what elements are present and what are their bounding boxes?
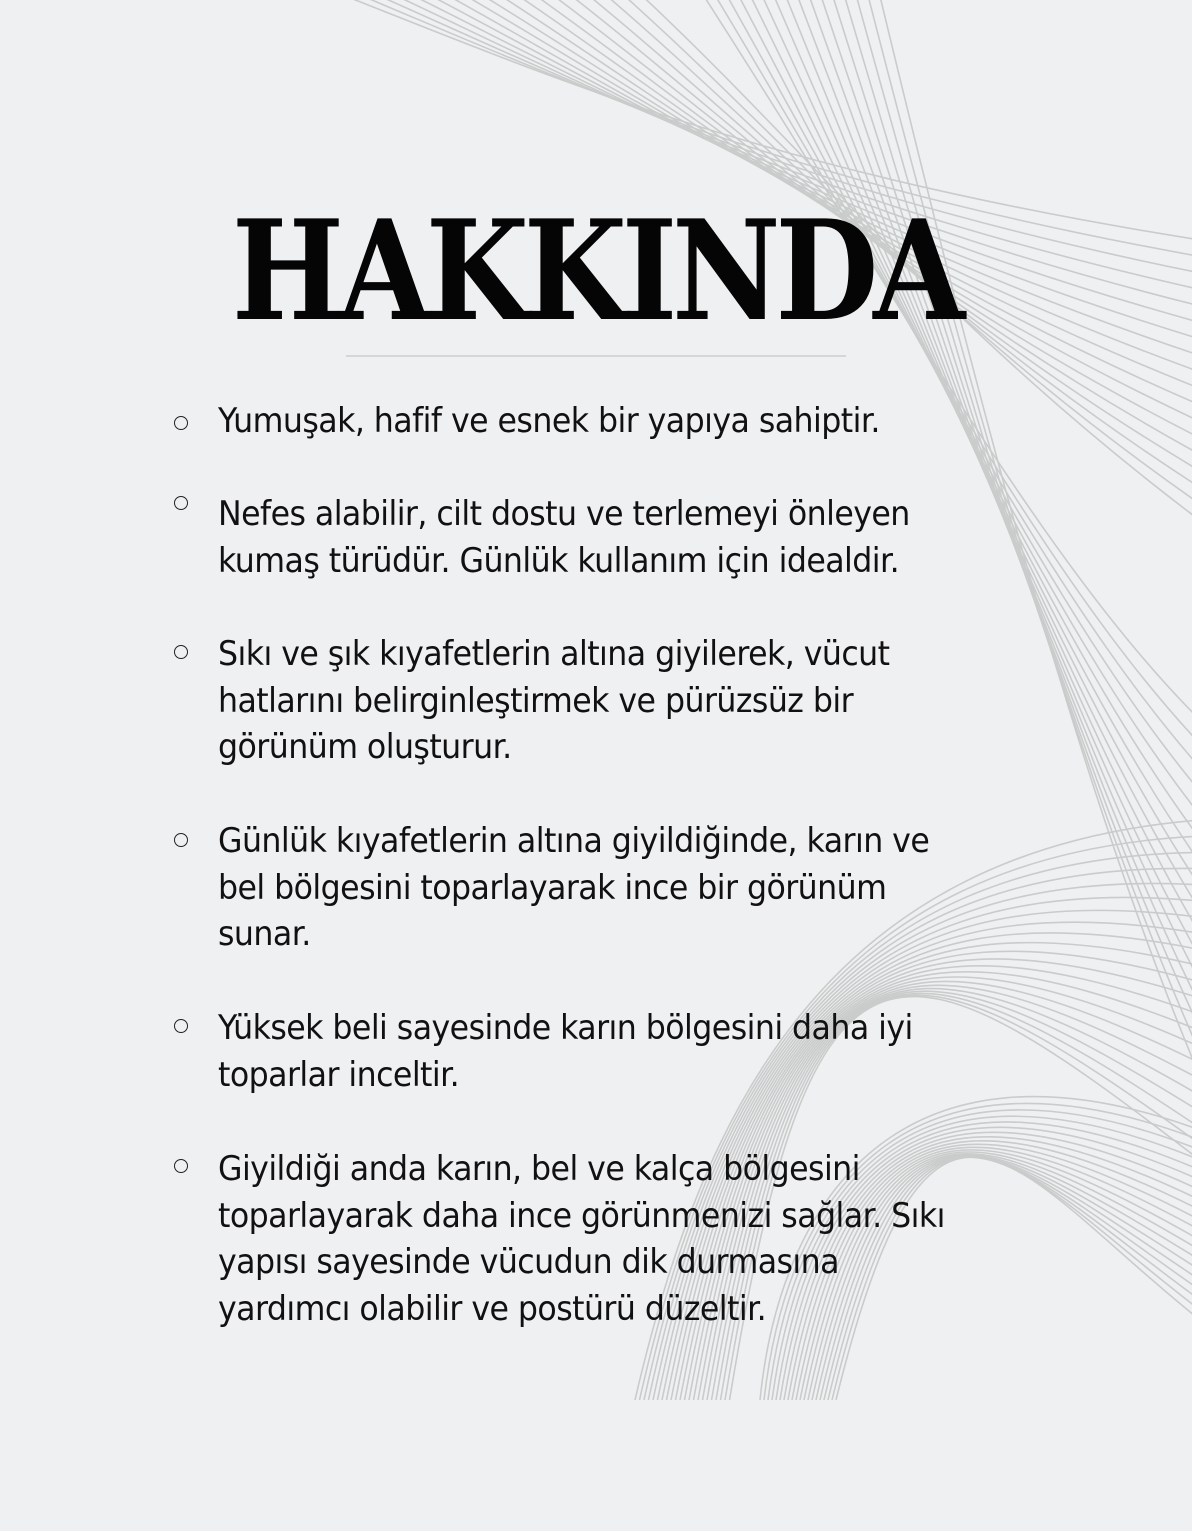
circle-bullet-icon <box>174 645 188 659</box>
circle-bullet-icon <box>174 833 188 847</box>
circle-bullet-icon <box>174 1159 188 1173</box>
list-item-text: Giyildiği anda karın, bel ve kalça bölgesini toparlayarak daha ince görünmenizi sağlar. Sıkı yapısı sayesinde vücudun dik durmasına yardımcı olabilir ve postürü düzeltir. <box>218 1149 945 1329</box>
list-item-text: Nefes alabilir, cilt dostu ve terlemeyi önleyen kumaş türüdür. Günlük kullanım için idealdir. <box>218 494 910 581</box>
list-item-text: Yüksek beli sayesinde karın bölgesini daha iyi toparlar inceltir. <box>218 1008 913 1095</box>
circle-bullet-icon <box>174 496 188 510</box>
list-item-text: Sıkı ve şık kıyafetlerin altına giyilerek, vücut hatlarını belirginleştirmek ve pürüzsüz bir görünüm oluşturur. <box>218 634 890 767</box>
circle-bullet-icon <box>174 416 188 430</box>
list-item-text: Yumuşak, hafif ve esnek bir yapıya sahiptir. <box>218 401 880 441</box>
page-title: HAKKINDA <box>231 189 961 352</box>
circle-bullet-icon <box>174 1019 188 1033</box>
list-item-text: Günlük kıyafetlerin altına giyildiğinde, karın ve bel bölgesini toparlayarak ince bir görünüm sunar. <box>218 821 930 954</box>
